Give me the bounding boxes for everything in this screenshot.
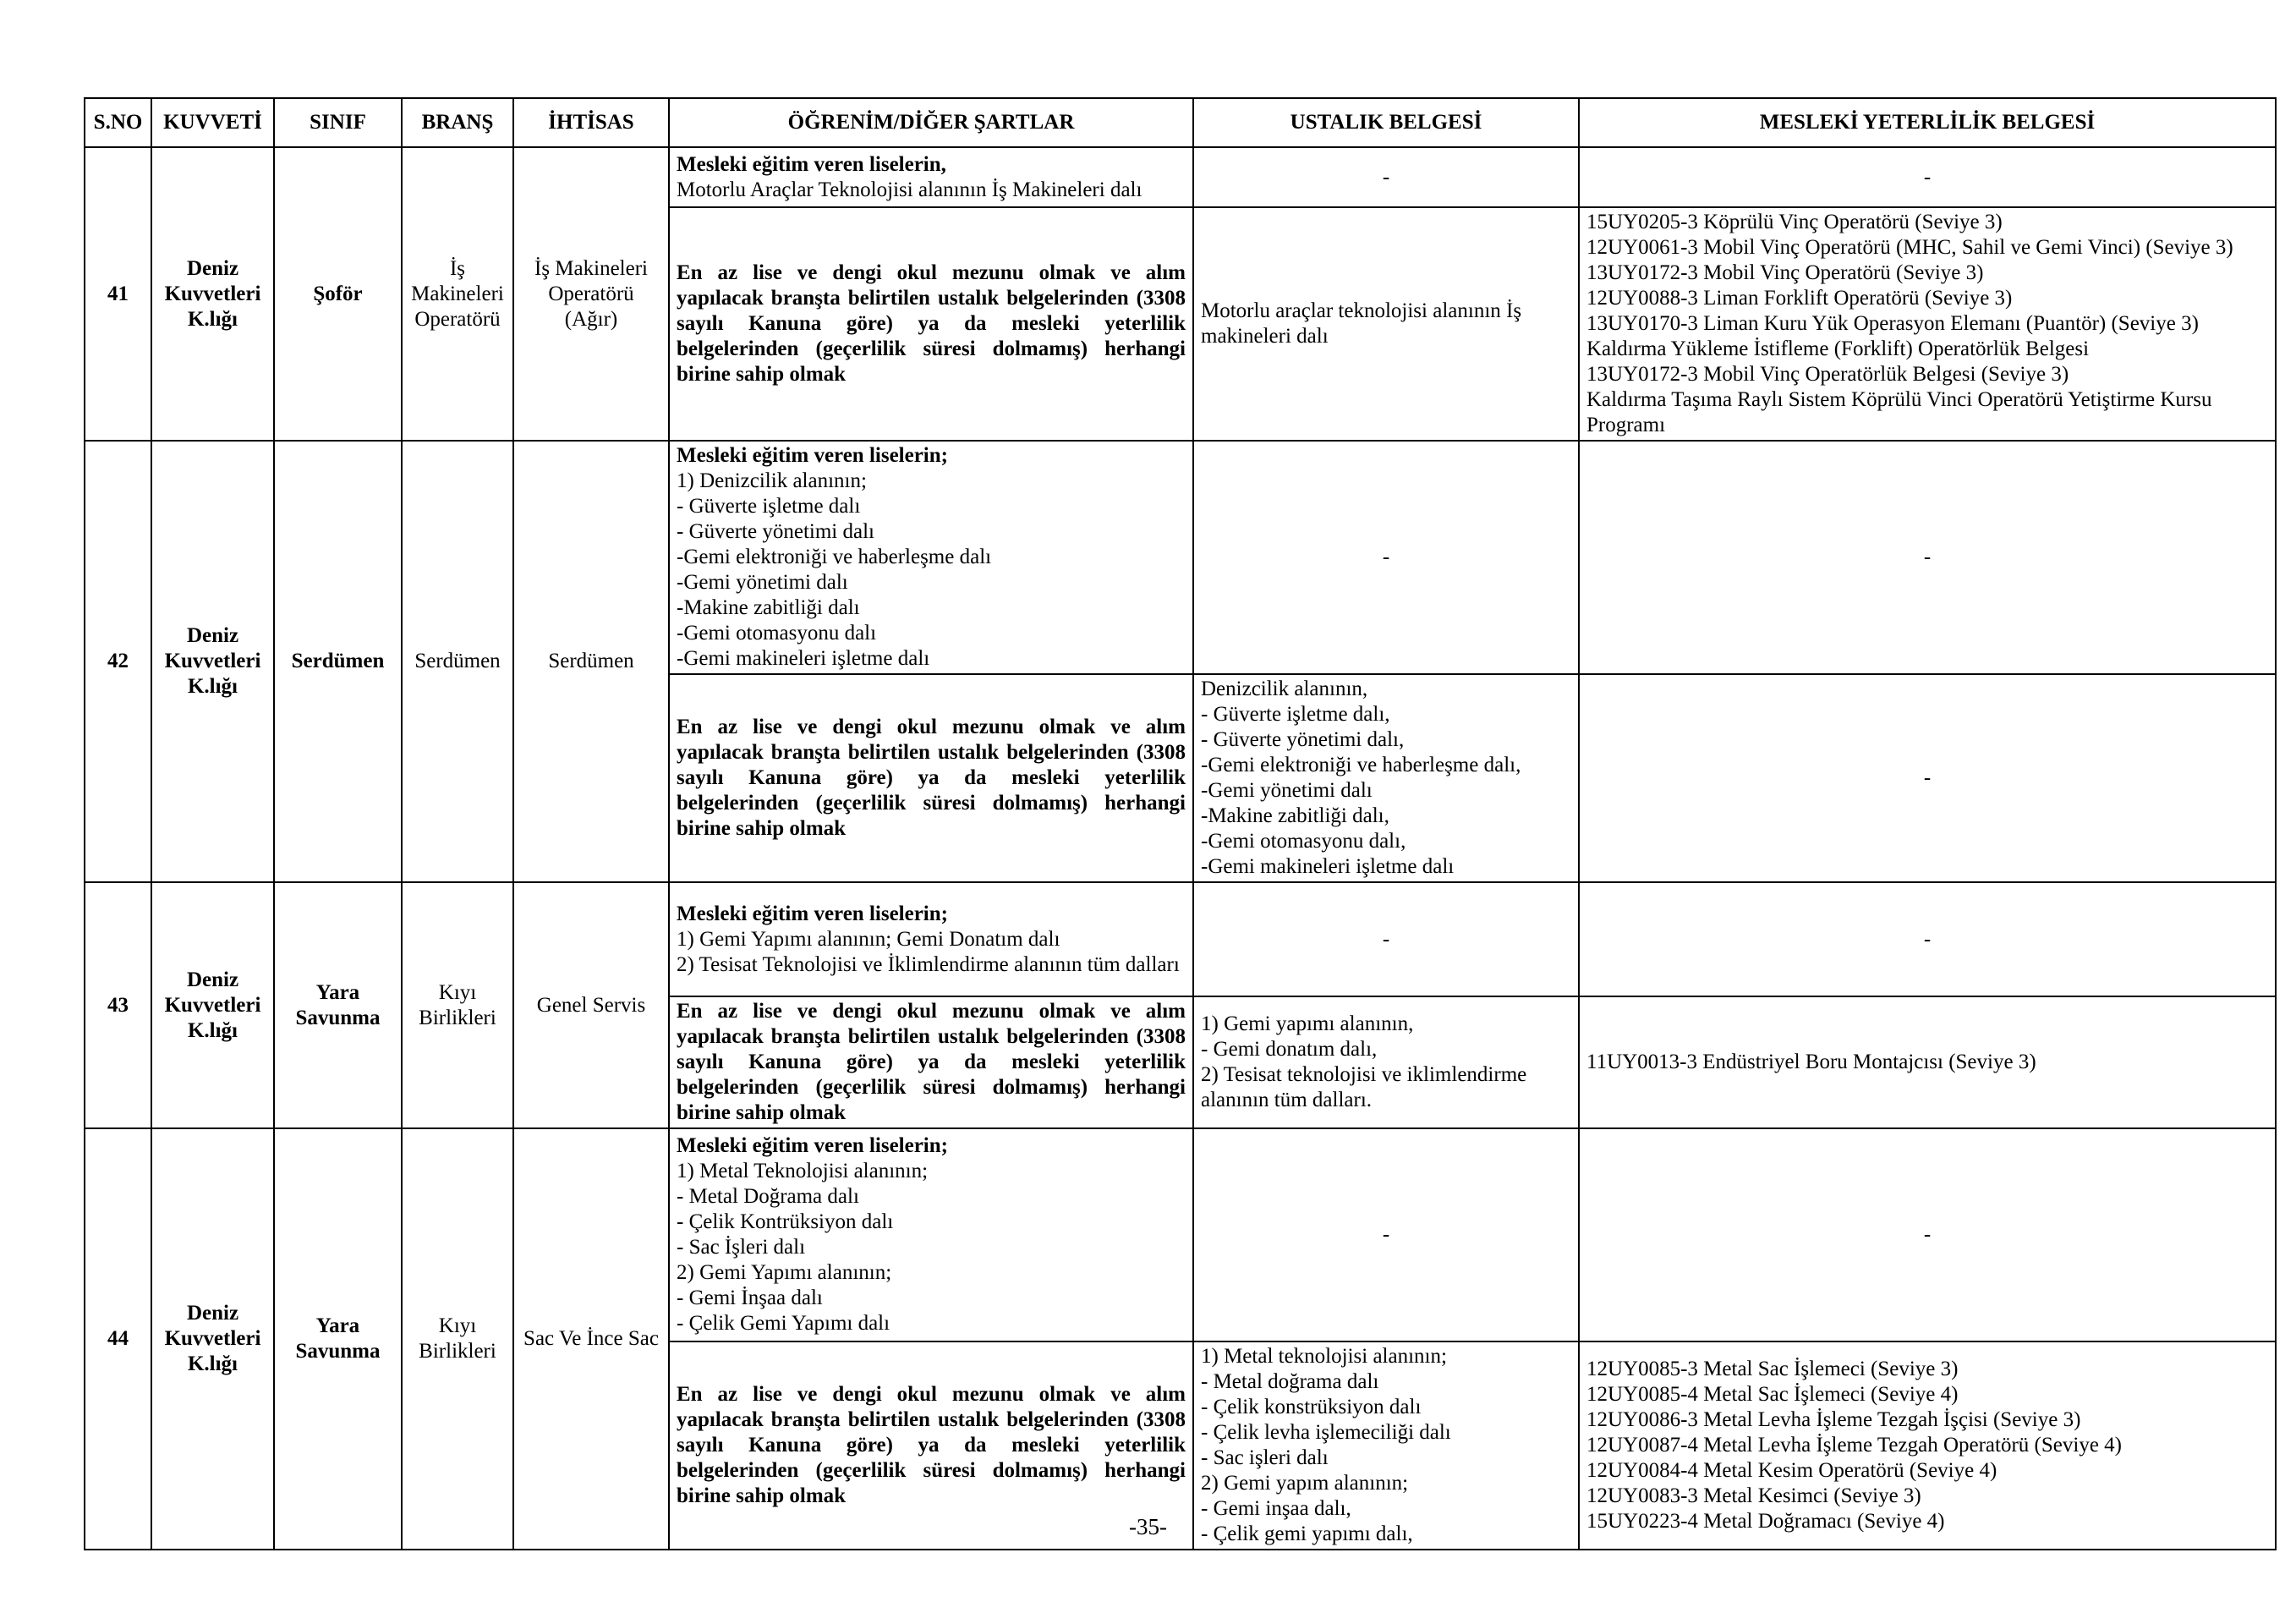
header-sno: S.NO: [85, 98, 151, 147]
ogrenim-bold-paragraph: En az lise ve dengi okul mezunu olmak ve alım yapılacak branşta belirtilen ustalık belgelerinden (3308 sayılı Kanuna göre) ya da mesleki yeterlilik belgelerinden (geçerlilik süresi dolmamış) herhangi birine sahip olmak: [677, 261, 1186, 386]
table-row-41-sub1: [85, 147, 2276, 207]
ogrenim-bold-paragraph: En az lise ve dengi okul mezunu olmak ve alım yapılacak branşta belirtilen ustalık belgelerinden (3308 sayılı Kanuna göre) ya da mesleki yeterlilik belgelerinden (geçerlilik süresi dolmamış) herhangi birine sahip olmak: [677, 1383, 1186, 1507]
cell-brans-43: Kıyı Birlikleri: [402, 882, 513, 1128]
requirements-table: [84, 97, 2277, 1550]
cell-mesleki-43-sub2: [1579, 996, 2276, 1128]
cell-kuvveti-44: Deniz Kuvvetleri K.lığı: [151, 1128, 274, 1550]
header-ihtisas: İHTİSAS: [513, 98, 669, 147]
cell-mesleki-43-sub1: -: [1579, 882, 2276, 996]
cell-sinif-44: Yara Savunma: [274, 1128, 402, 1550]
cell-ogrenim-42-sub2: [669, 674, 1193, 882]
ustalik-lines: 1) Metal teknolojisi alanının; - Metal doğrama dalı - Çelik konstrüksiyon dalı - Çelik levha işlemeciliği dalı - Sac işleri dalı 2) Gemi yapım alanının; - Gemi inşaa dalı, - Çelik gemi yapımı dalı,: [1201, 1345, 1451, 1545]
cell-ihtisas-44: Sac Ve İnce Sac: [513, 1128, 669, 1550]
cell-ogrenim-43-sub1: [669, 882, 1193, 996]
cell-sinif-41: Şoför: [274, 147, 402, 441]
ustalik-lines: Motorlu araçlar teknolojisi alanının İş makineleri dalı: [1201, 299, 1522, 348]
cell-mesleki-42-sub1: -: [1579, 441, 2276, 674]
ustalik-lines: 1) Gemi yapımı alanının, - Gemi donatım dalı, 2) Tesisat teknolojisi ve iklimlendirme alanının tüm dalları.: [1201, 1012, 1527, 1111]
ogrenim-lines: 1) Gemi Yapımı alanının; Gemi Donatım dalı 2) Tesisat Teknolojisi ve İklimlendirme alanının tüm dalları: [677, 927, 1180, 976]
header-brans: BRANŞ: [402, 98, 513, 147]
cell-kuvveti-42: Deniz Kuvvetleri K.lığı: [151, 441, 274, 882]
header-sinif: SINIF: [274, 98, 402, 147]
cell-ihtisas-43: Genel Servis: [513, 882, 669, 1128]
header-mesleki: MESLEKİ YETERLİLİK BELGESİ: [1579, 98, 2276, 147]
cell-mesleki-44-sub1: -: [1579, 1128, 2276, 1341]
cell-ustalik-42-sub2: [1193, 674, 1579, 882]
cell-mesleki-42-sub2: -: [1579, 674, 2276, 882]
ogrenim-bold-text: Mesleki eğitim veren liselerin;: [677, 902, 948, 925]
cell-ihtisas-41: İş Makineleri Operatörü (Ağır): [513, 147, 669, 441]
cell-brans-44: Kıyı Birlikleri: [402, 1128, 513, 1550]
cell-mesleki-41-sub2: [1579, 207, 2276, 441]
header-ogrenim: ÖĞRENİM/DİĞER ŞARTLAR: [669, 98, 1193, 147]
cell-kuvveti-43: Deniz Kuvvetleri K.lığı: [151, 882, 274, 1128]
table-header-row: [85, 98, 2276, 147]
cell-ustalik-41-sub2: [1193, 207, 1579, 441]
ogrenim-lines: Motorlu Araçlar Teknolojisi alanının İş Makineleri dalı: [677, 178, 1143, 201]
mesleki-lines: 12UY0085-3 Metal Sac İşlemeci (Seviye 3) 12UY0085-4 Metal Sac İşlemeci (Seviye 4) 12UY0086-3 Metal Levha İşleme Tezgah İşçisi (Seviye 3) 12UY0087-4 Metal Levha İşleme Tezgah Operatörü (Seviye 4) 12UY0084-4 Metal Kesim Operatörü (Seviye 4) 12UY0083-3 Metal Kesimci (Seviye 3) 15UY0223-4 Metal Doğramacı (Seviye 4): [1586, 1358, 2122, 1533]
cell-ogrenim-44-sub1: [669, 1128, 1193, 1341]
cell-sinif-42: Serdümen: [274, 441, 402, 882]
ogrenim-bold-paragraph: En az lise ve dengi okul mezunu olmak ve alım yapılacak branşta belirtilen ustalık belgelerinden (3308 sayılı Kanuna göre) ya da mesleki yeterlilik belgelerinden (geçerlilik süresi dolmamış) herhangi birine sahip olmak: [677, 1000, 1186, 1124]
cell-ustalik-43-sub2: [1193, 996, 1579, 1128]
ogrenim-bold-paragraph: En az lise ve dengi okul mezunu olmak ve alım yapılacak branşta belirtilen ustalık belgelerinden (3308 sayılı Kanuna göre) ya da mesleki yeterlilik belgelerinden (geçerlilik süresi dolmamış) herhangi birine sahip olmak: [677, 716, 1186, 840]
cell-ustalik-44-sub1: -: [1193, 1128, 1579, 1341]
ogrenim-lines: 1) Denizcilik alanının; - Güverte işletme dalı - Güverte yönetimi dalı -Gemi elektroniği ve haberleşme dalı -Gemi yönetimi dalı -Makine zabitliği dalı -Gemi otomasyonu dalı -Gemi makineleri işletme dalı: [677, 469, 992, 670]
ogrenim-bold-text: Mesleki eğitim veren liselerin,: [677, 152, 946, 176]
cell-kuvveti-41: Deniz Kuvvetleri K.lığı: [151, 147, 274, 441]
cell-ustalik-43-sub1: -: [1193, 882, 1579, 996]
ogrenim-bold-text: Mesleki eğitim veren liselerin;: [677, 1134, 948, 1157]
cell-ogrenim-43-sub2: [669, 996, 1193, 1128]
cell-sno-42: 42: [85, 441, 151, 882]
cell-brans-42: Serdümen: [402, 441, 513, 882]
table-row-43-sub1: [85, 882, 2276, 996]
table-row-42-sub1: [85, 441, 2276, 674]
mesleki-lines: 11UY0013-3 Endüstriyel Boru Montajcısı (Seviye 3): [1586, 1051, 2036, 1073]
ogrenim-bold-text: Mesleki eğitim veren liselerin;: [677, 444, 948, 467]
cell-sno-44: 44: [85, 1128, 151, 1550]
page-number: -35-: [1129, 1514, 1167, 1539]
cell-brans-41: İş Makineleri Operatörü: [402, 147, 513, 441]
cell-ustalik-41-sub1: -: [1193, 147, 1579, 207]
cell-ogrenim-41-sub2: [669, 207, 1193, 441]
cell-ogrenim-41-sub1: [669, 147, 1193, 207]
cell-sno-41: 41: [85, 147, 151, 441]
cell-mesleki-41-sub1: -: [1579, 147, 2276, 207]
header-kuvveti: KUVVETİ: [151, 98, 274, 147]
ogrenim-lines: 1) Metal Teknolojisi alanının; - Metal Doğrama dalı - Çelik Kontrüksiyon dalı - Sac İşleri dalı 2) Gemi Yapımı alanının; - Gemi İnşaa dalı - Çelik Gemi Yapımı dalı: [677, 1160, 929, 1335]
ustalik-lines: Denizcilik alanının, - Güverte işletme dalı, - Güverte yönetimi dalı, -Gemi elektroniği ve haberleşme dalı, -Gemi yönetimi dalı -Makine zabitliği dalı, -Gemi otomasyonu dalı, -Gemi makineleri işletme dalı: [1201, 678, 1521, 878]
cell-sno-43: 43: [85, 882, 151, 1128]
cell-ihtisas-42: Serdümen: [513, 441, 669, 882]
table-row-44-sub1: [85, 1128, 2276, 1341]
mesleki-lines: 15UY0205-3 Köprülü Vinç Operatörü (Seviye 3) 12UY0061-3 Mobil Vinç Operatörü (MHC, Sahil ve Gemi Vinci) (Seviye 3) 13UY0172-3 Mobil Vinç Operatörü (Seviye 3) 12UY0088-3 Liman Forklift Operatörü (Seviye 3) 13UY0170-3 Liman Kuru Yük Operasyon Elemanı (Puantör) (Seviye 3) Kaldırma Yükleme İstifleme (Forklift) Operatörlük Belgesi 13UY0172-3 Mobil Vinç Operatörlük Belgesi (Seviye 3) Kaldırma Taşıma Raylı Sistem Köprülü Vinci Operatörü Yetiştirme Kursu Programı: [1586, 211, 2233, 436]
cell-ustalik-42-sub1: -: [1193, 441, 1579, 674]
header-ustalik: USTALIK BELGESİ: [1193, 98, 1579, 147]
cell-ogrenim-42-sub1: [669, 441, 1193, 674]
cell-sinif-43: Yara Savunma: [274, 882, 402, 1128]
